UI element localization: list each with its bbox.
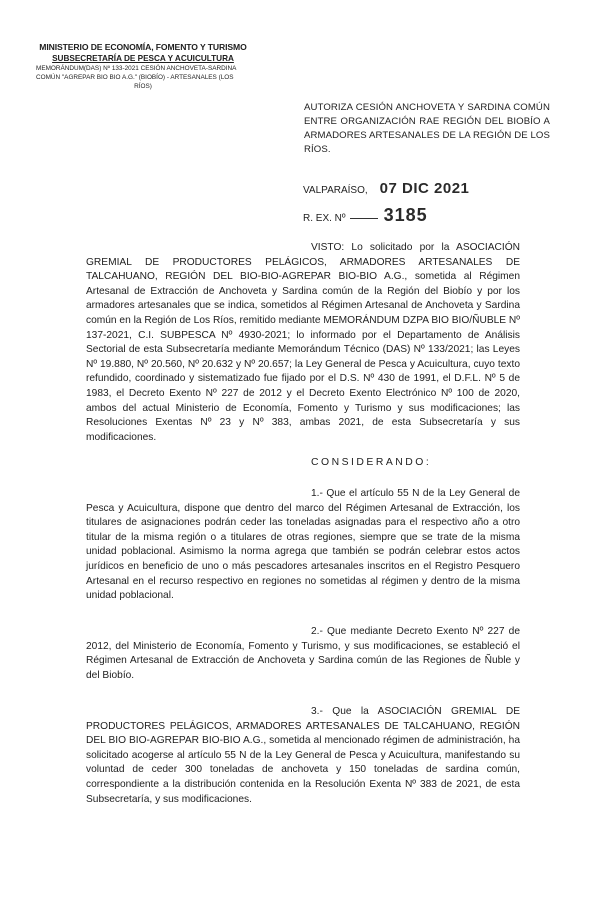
memo-reference-line-2: COMÚN "AGREPAR BIO BIO A.G." (BIOBÍO) - ARTESANALES (LOS	[36, 74, 234, 81]
number-underline	[350, 218, 378, 219]
memo-reference-line-3: RÍOS)	[134, 83, 152, 90]
considerando-2	[86, 625, 520, 683]
considerando-heading: CONSIDERANDO:	[311, 457, 432, 468]
considerando-1	[86, 487, 520, 604]
rex-label: R. EX. Nº	[303, 213, 346, 224]
visto-text: VISTO: Lo solicitado por la ASOCIACIÓN GREMIAL DE PRODUCTORES PELÁGICOS, ARMADORES ARTESANALES DE TALCAHUANO, REGIÓN DEL BIO-BIO-AGREPAR BIO-BIO A.G., sometida al Régimen Artesanal de Extracción de Anchoveta y Sardina común de la Región del Biobío y por los armadores artesanales que se indica, sometidos al Régimen Artesanal de Anchoveta y Sardina común en la Región de Los Ríos, remitido mediante MEMORÁNDUM DZPA BIO BIO/ÑUBLE Nº 137-2021, C.I. SUBPESCA Nº 4930-2021; lo informado por el Departamento de Análisis Sectorial de esta Subsecretaría mediante Memorándum Técnico (DAS) Nº 133/2021; las Leyes Nº 19.880, Nº 20.560, Nº 20.632 y Nº 20.657; la Ley General de Pesca y Acuicultura, cuyo texto refundido, coordinado y sistematizado fue fijado por el D.S. Nº 430 de 1991, el D.F.L. Nº 5 de 1983, el Decreto Exento Nº 227 de 2012 y el Decreto Exento Electrónico Nº 100 de 2020, ambos del actual Ministerio de Economía, Fomento y Turismo y sus modificaciones; las Resoluciones Exentas Nº 23 y Nº 383, ambas 2021, de esta Subsecretaría y sus modificaciones.	[86, 242, 520, 443]
considerando-3-text: 3.- Que la ASOCIACIÓN GREMIAL DE PRODUCTORES PELÁGICOS, ARMADORES ARTESANALES DE TALCAHUANO, REGIÓN DEL BIO BIO-AGREPAR BIO-BIO A.G., sometida al mencionado régimen de administración, ha solicitado acogerse al artículo 55 N de la Ley General de Pesca y Acuicultura, manifestando su voluntad de ceder 300 toneladas de anchoveta y 150 toneladas de sardina común, correspondiente a la distribución contenida en la Resolución Exenta Nº 383 de 2021, de esta Subsecretaría, y sus modificaciones.	[86, 706, 520, 805]
place-label: VALPARAÍSO,	[303, 185, 368, 196]
considerando-2-text: 2.- Que mediante Decreto Exento Nº 227 de 2012, del Ministerio de Economía, Fomento y Turismo, y sus modificaciones, se estableció el Régimen Artesanal de Extracción de Anchoveta y Sardina común de las Regiones de Ñuble y del Biobío.	[86, 626, 520, 681]
resolution-number-line	[303, 205, 428, 226]
memo-reference-line-1: MEMORÁNDUM(DAS) Nº 133-2021 CESIÓN ANCHOVETA-SARDINA	[36, 65, 237, 72]
subsecretaria-name: SUBSECRETARÍA DE PESCA Y ACUICULTURA	[52, 54, 234, 63]
ministry-name: MINISTERIO DE ECONOMÍA, FOMENTO Y TURISMO	[39, 42, 247, 52]
place-date-line	[303, 180, 469, 197]
resolution-title: AUTORIZA CESIÓN ANCHOVETA Y SARDINA COMÚN ENTRE ORGANIZACIÓN RAE REGIÓN DEL BIOBÍO A ARMADORES ARTESANALES DE LA REGIÓN DE LOS RÍOS.	[304, 102, 550, 155]
visto-paragraph	[86, 241, 520, 445]
letterhead	[28, 42, 258, 91]
stamped-date: 07 DIC 2021	[379, 180, 470, 197]
considerando-1-text: 1.- Que el artículo 55 N de la Ley General de Pesca y Acuicultura, dispone que dentro del marco del Régimen Artesanal de Extracción, los titulares de asignaciones podrán ceder las toneladas asignadas para el respectivo año a otro titular de la misma región o a titulares de otras regiones, siempre que se trate de la misma unidad poblacional. Asimismo la norma agrega que también se podrán celebrar estos actos jurídicos en beneficio de uno o más pescadores artesanales inscritos en el Registro Pesquero Artesanal en el recurso respectivo en regiones no sometidas al régimen y dentro de la misma unidad poblacional.	[86, 488, 520, 602]
considerando-3	[86, 705, 520, 807]
resolution-number: 3185	[383, 205, 428, 225]
